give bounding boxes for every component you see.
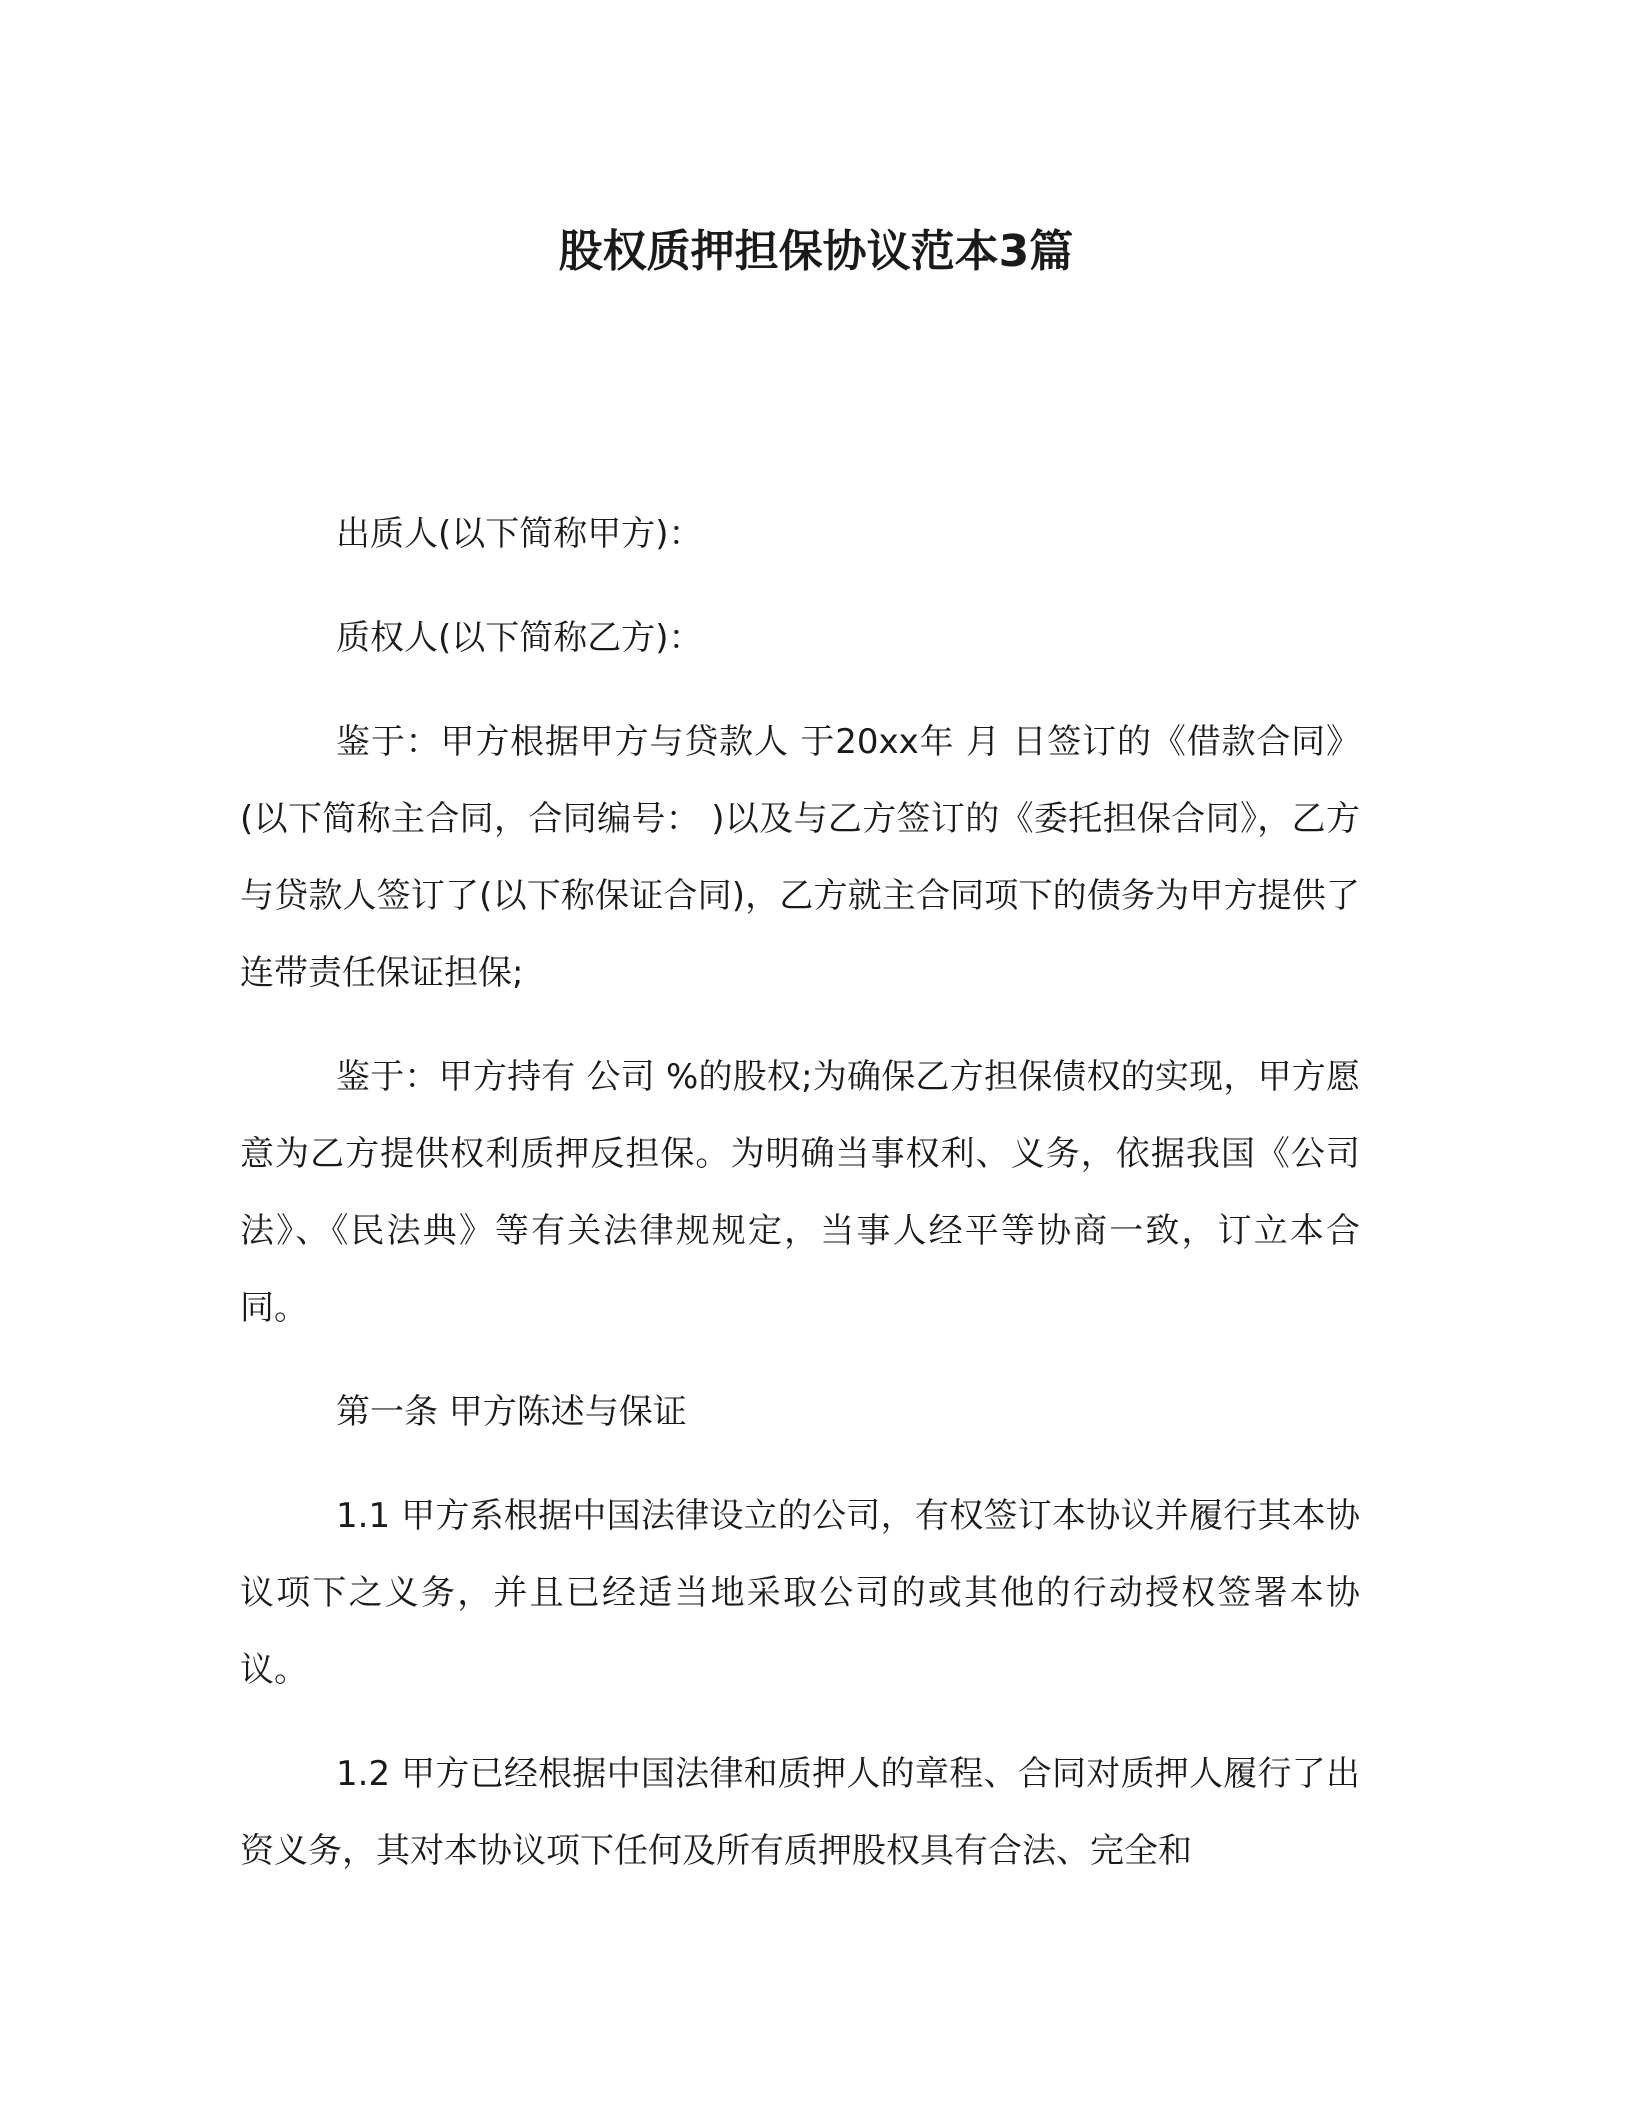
paragraph-whereas-2: 鉴于：甲方持有 公司 %的股权;为确保乙方担保债权的实现，甲方愿意为乙方提供权利质押反担保。为明确当事权利、义务，依据我国《公司法》、《民法典》等有关法律规规定，当事人经平等协商一致，订立本合同。 [240, 1057, 1360, 1328]
clause-1-2: 1.2 甲方已经根据中国法律和质押人的章程、合同对质押人履行了出资义务，其对本协议项下任何及所有质押股权具有合法、完全和 [240, 1754, 1360, 1871]
article-1-heading: 第一条 甲方陈述与保证 [336, 1392, 687, 1432]
paragraph-pledgee: 质权人(以下简称乙方)： [336, 618, 703, 658]
document-body [240, 496, 1360, 1917]
paragraph-pledgor: 出质人(以下简称甲方)： [336, 514, 703, 554]
document-title: 股权质押担保协议范本3篇 [558, 226, 1074, 277]
paragraph-whereas-1: 鉴于：甲方根据甲方与贷款人 于20xx年 月 日签订的《借款合同》(以下简称主合同，合同编号： )以及与乙方签订的《委托担保合同》，乙方与贷款人签订了(以下称保证合同)，乙方就主合同项下的债务为甲方提供了连带责任保证担保; [240, 722, 1360, 993]
clause-1-1: 1.1 甲方系根据中国法律设立的公司，有权签订本协议并履行其本协议项下之义务，并且已经适当地采取公司的或其他的行动授权签署本协议。 [240, 1496, 1360, 1690]
